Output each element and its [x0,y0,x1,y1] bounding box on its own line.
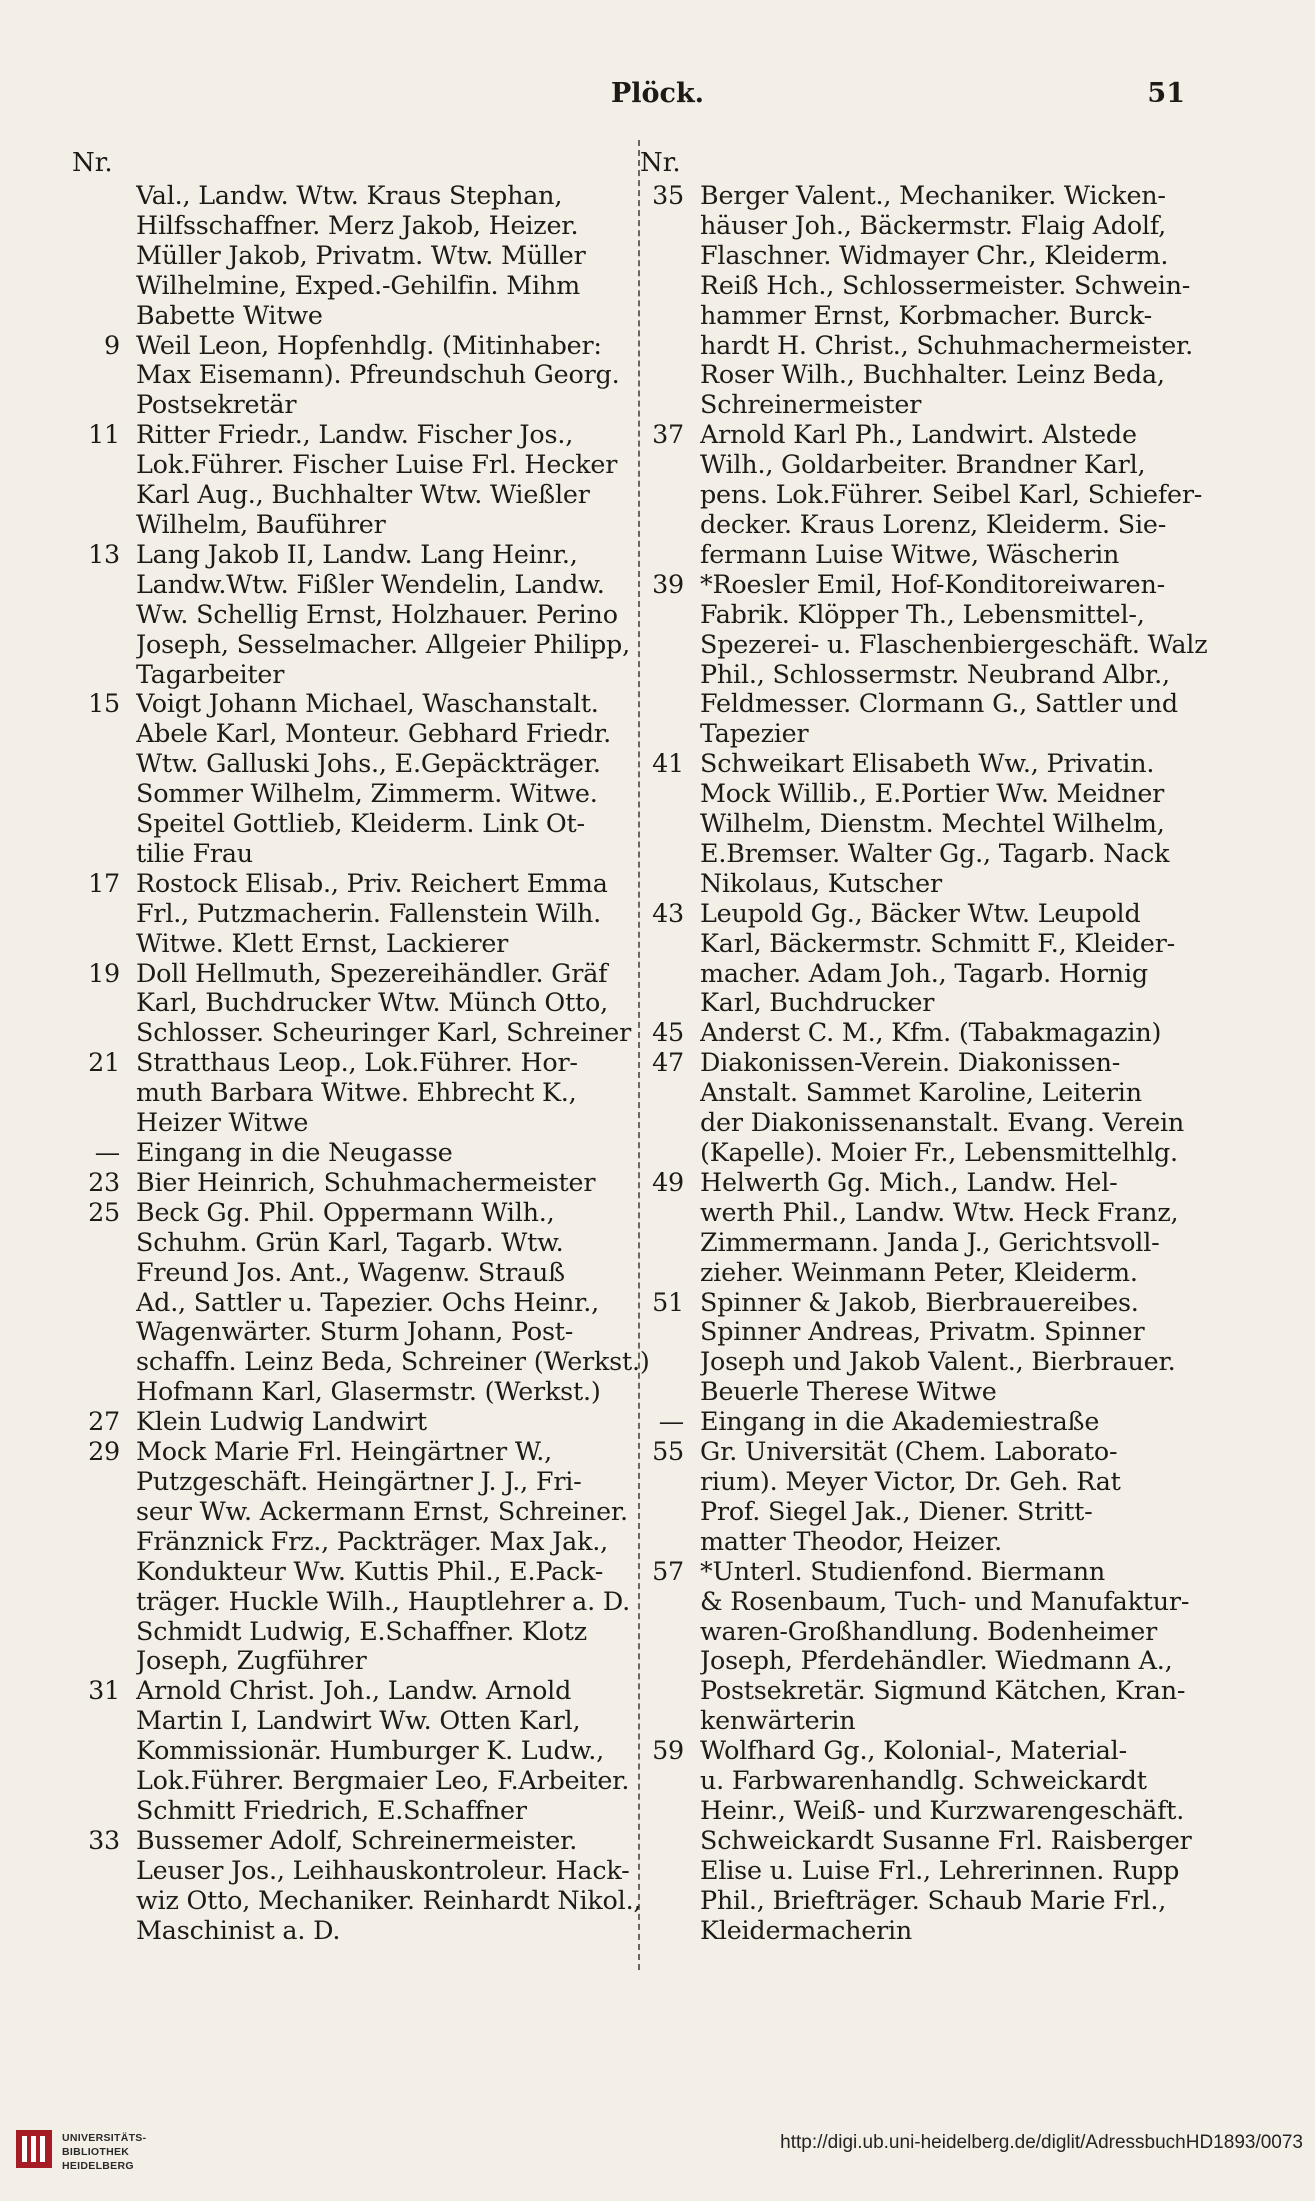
resident-line: Wtw. Galluski Johs., E.Gepäckträger. [136,749,601,779]
address-entry [636,1407,1196,1437]
resident-line: häuser Joh., Bäckermstr. Flaig Adolf, [700,210,1166,240]
house-number: 37 [652,419,684,450]
resident-line: matter Theodor, Heizer. [700,1526,1002,1556]
resident-line: Kommissionär. Humburger K. Ludw., [136,1736,604,1766]
resident-list [684,570,1207,749]
resident-line: Bier Heinrich, Schuhmachermeister [136,1167,596,1197]
resident-line: Speitel Gottlieb, Kleiderm. Link Ot- [136,809,585,839]
resident-list [684,899,1196,1019]
resident-line: Reiß Hch., Schlossermeister. Schwein- [700,270,1191,300]
resident-line: Karl, Buchdrucker Wtw. Münch Otto, [136,988,608,1018]
resident-line: Elise u. Luise Frl., Lehrerinnen. Rupp [700,1855,1180,1885]
logo-line-2: BIBLIOTHEK [62,2146,130,2158]
resident-line: Karl Aug., Buchhalter Wtw. Wießler [136,480,590,510]
resident-list [120,689,632,868]
house-number: 35 [652,180,684,210]
house-number: 17 [88,867,120,898]
address-entry [72,331,632,421]
left-column [72,145,650,1945]
address-entry [72,869,632,959]
resident-line: Ww. Schellig Ernst, Holzhauer. Perino [136,599,618,629]
resident-line: Fabrik. Klöpper Th., Lebensmittel-, [700,599,1145,629]
house-number: 9 [104,329,120,360]
house-number: 41 [652,748,684,779]
resident-line: Wilhelm, Dienstm. Mechtel Wilhelm, [700,809,1165,839]
resident-line: Phil., Schlossermstr. Neubrand Albr., [700,659,1170,689]
resident-line: Mock Marie Frl. Heingärtner W., [136,1437,553,1467]
house-number: 33 [88,1824,120,1855]
resident-line: Tagarbeiter [136,659,285,689]
address-entry [72,420,632,540]
resident-line: Anderst C. M., Kfm. (Tabakmagazin) [700,1018,1162,1048]
resident-list [120,1048,632,1138]
resident-line: Karl, Buchdrucker [700,988,935,1018]
house-number: 57 [652,1555,684,1586]
resident-line: Lang Jakob II, Landw. Lang Heinr., [136,539,578,569]
resident-line: Eingang in die Akademiestraße [700,1407,1100,1437]
library-logo-icon [14,2126,54,2172]
resident-list [684,181,1196,420]
resident-list [684,420,1202,570]
resident-line: Ritter Friedr., Landw. Fischer Jos., [136,420,574,450]
logo-line-1: UNIVERSITÄTS- [62,2132,147,2144]
resident-line: Bussemer Adolf, Schreinermeister. [136,1825,578,1855]
resident-list [120,869,632,959]
page-header [0,78,1315,118]
resident-line: Arnold Christ. Joh., Landw. Arnold [136,1676,572,1706]
resident-line: Joseph und Jakob Valent., Bierbrauer. [700,1347,1176,1377]
resident-line: Wilhelmine, Exped.-Gehilfin. Mihm [136,270,581,300]
resident-list [684,1557,1196,1736]
resident-line: Weil Leon, Hopfenhdlg. (Mitinhaber: [136,330,602,360]
resident-line: träger. Huckle Wilh., Hauptlehrer a. D. [136,1586,630,1616]
resident-list [684,1018,1196,1048]
resident-line: pens. Lok.Führer. Seibel Karl, Schiefer- [700,480,1203,510]
resident-list [684,1407,1196,1437]
address-entry [72,1048,632,1138]
resident-line: Heizer Witwe [136,1108,309,1138]
resident-line: Doll Hellmuth, Spezereihändler. Gräf [136,958,608,988]
resident-line: *Roesler Emil, Hof-Konditoreiwaren- [700,569,1166,599]
resident-line: Martin I, Landwirt Ww. Otten Karl, [136,1706,581,1736]
resident-line: Val., Landw. Wtw. Kraus Stephan, [136,181,563,210]
resident-line: hammer Ernst, Korbmacher. Burck- [700,300,1153,330]
resident-line: Mock Willib., E.Portier Ww. Meidner [700,779,1165,809]
resident-line: Spezerei- u. Flaschenbiergeschäft. Walz [700,629,1208,659]
resident-line: *Unterl. Studienfond. Biermann [700,1556,1106,1586]
address-entry [72,689,632,868]
resident-line: Fränznick Frz., Packträger. Max Jak., [136,1526,609,1556]
resident-line: der Diakonissenanstalt. Evang. Verein [700,1108,1185,1138]
resident-line: Tapezier [700,719,809,749]
page-title: Plöck. [610,78,705,109]
resident-line: muth Barbara Witwe. Ehbrecht K., [136,1078,577,1108]
resident-line: Sommer Wilhelm, Zimmerm. Witwe. [136,779,598,809]
resident-line: Karl, Bäckermstr. Schmitt F., Kleider- [700,928,1176,958]
right-entries [636,180,1208,1945]
resident-line: Schmitt Friedrich, E.Schaffner [136,1795,527,1825]
resident-line: (Kapelle). Moier Fr., Lebensmittelhlg. [700,1138,1178,1167]
resident-line: macher. Adam Joh., Tagarb. Hornig [700,958,1148,988]
resident-line: Anstalt. Sammet Karoline, Leiterin [700,1078,1142,1108]
resident-line: rium). Meyer Victor, Dr. Geh. Rat [700,1466,1121,1496]
resident-line: werth Phil., Landw. Wtw. Heck Franz, [700,1197,1179,1227]
resident-line: decker. Kraus Lorenz, Kleiderm. Sie- [700,509,1167,539]
resident-line: Putzgeschäft. Heingärtner J. J., Fri- [136,1466,582,1496]
resident-line: Schmidt Ludwig, E.Schaffner. Klotz [136,1616,587,1646]
resident-line: Nikolaus, Kutscher [700,868,942,898]
resident-line: Roser Wilh., Buchhalter. Leinz Beda, [700,360,1165,390]
resident-line: Abele Karl, Monteur. Gebhard Friedr. [136,719,611,749]
address-entry [72,540,632,690]
resident-line: zieher. Weinmann Peter, Kleiderm. [700,1257,1138,1287]
resident-line: Spinner Andreas, Privatm. Spinner [700,1317,1145,1347]
resident-list [120,1198,650,1407]
resident-line: kenwärterin [700,1706,856,1736]
resident-line: Voigt Johann Michael, Waschanstalt. [136,689,599,719]
resident-line: Postsekretär [136,390,297,420]
address-entry [636,749,1196,899]
logo-line-3: HEIDELBERG [62,2160,134,2172]
resident-line: Heinr., Weiß- und Kurzwarengeschäft. [700,1795,1185,1825]
resident-line: Klein Ludwig Landwirt [136,1407,427,1437]
address-entry [72,1196,650,1407]
resident-list [120,1437,632,1676]
resident-line: Freund Jos. Ant., Wagenw. Strauß [136,1257,565,1287]
resident-line: u. Farbwarenhandlg. Schweickardt [700,1766,1147,1796]
right-column [636,145,1208,1945]
resident-line: tilie Frau [136,838,253,868]
house-number: 21 [88,1047,120,1078]
resident-list [684,1048,1196,1168]
resident-line: Frl., Putzmacherin. Fallenstein Wilh. [136,898,602,928]
resident-line: schaffn. Leinz Beda, Schreiner (Werkst.) [136,1347,650,1377]
resident-list [120,1168,632,1198]
house-number: 29 [88,1436,120,1467]
resident-line: Berger Valent., Mechaniker. Wicken- [700,181,1166,210]
resident-line: Spinner & Jakob, Bierbrauereibes. [700,1287,1139,1317]
resident-line: Diakonissen-Verein. Diakonissen- [700,1048,1121,1078]
address-entry [636,1288,1196,1408]
house-number: 59 [652,1735,684,1766]
resident-line: Joseph, Pferdehändler. Wiedmann A., [700,1646,1173,1676]
address-entry [636,1736,1196,1945]
resident-line: Arnold Karl Ph., Landwirt. Alstede [700,420,1137,450]
address-entry [72,1168,632,1198]
house-number: 27 [88,1406,120,1437]
resident-list [684,1437,1196,1557]
resident-list [120,331,632,421]
house-number: — [658,1406,684,1437]
resident-line: Feldmesser. Clormann G., Sattler und [700,689,1178,719]
resident-line: Wagenwärter. Sturm Johann, Post- [136,1317,574,1347]
house-number: 23 [88,1166,120,1197]
nr-label: Nr. [72,148,113,178]
library-logo [14,2120,184,2190]
resident-line: Lok.Führer. Bergmaier Leo, F.Arbeiter. [136,1766,630,1796]
address-entry [636,419,1203,570]
resident-line: Flaschner. Widmayer Chr., Kleiderm. [700,240,1169,270]
resident-line: Witwe. Klett Ernst, Lackierer [136,928,509,958]
resident-line: Prof. Siegel Jak., Diener. Stritt- [700,1496,1093,1526]
resident-line: Beuerle Therese Witwe [700,1377,997,1407]
address-entry [72,1437,632,1676]
source-url-link[interactable]: http://digi.ub.uni-heidelberg.de/diglit/AdressbuchHD1893/0073 [780,2132,1303,2153]
resident-line: Hilfsschaffner. Merz Jakob, Heizer. [136,210,579,240]
resident-line: Schlosser. Scheuringer Karl, Schreiner [136,1018,632,1048]
house-number: 25 [88,1196,120,1227]
house-number: — [94,1137,120,1167]
resident-line: Joseph, Zugführer [136,1646,367,1676]
house-number [72,181,120,331]
resident-list [120,1407,632,1437]
address-entry [72,181,632,331]
resident-list [120,1676,632,1826]
resident-line: seur Ww. Ackermann Ernst, Schreiner. [136,1496,628,1526]
address-entry [636,1018,1196,1048]
resident-line: Leuser Jos., Leihhauskontroleur. Hack- [136,1855,630,1885]
address-entry [72,959,632,1049]
resident-list [120,420,632,540]
resident-line: Joseph, Sesselmacher. Allgeier Philipp, [136,629,630,659]
house-number: 51 [652,1286,684,1317]
resident-list [120,959,632,1049]
resident-line: Kleidermacherin [700,1915,913,1945]
house-number: 43 [652,897,684,928]
resident-line: Helwerth Gg. Mich., Landw. Hel- [700,1167,1118,1197]
house-number: 49 [652,1166,684,1197]
resident-line: Hofmann Karl, Glasermstr. (Werkst.) [136,1377,601,1407]
address-entry [72,1824,642,1946]
resident-line: wiz Otto, Mechaniker. Reinhardt Nikol., [136,1885,642,1915]
resident-line: Landw.Wtw. Fißler Wendelin, Landw. [136,569,605,599]
resident-line: Schweikart Elisabeth Ww., Privatin. [700,749,1155,779]
resident-line: Wilhelm, Bauführer [136,509,386,539]
nr-label: Nr. [640,148,681,178]
resident-line: Maschinist a. D. [136,1915,341,1945]
resident-line: Babette Witwe [136,300,323,330]
resident-line: Leupold Gg., Bäcker Wtw. Leupold [700,898,1141,928]
resident-list [684,1736,1196,1945]
resident-list [120,1826,641,1946]
resident-line: Eingang in die Neugasse [136,1138,453,1167]
resident-line: Schreinermeister [700,390,922,420]
house-number: 45 [652,1017,684,1048]
resident-list [120,540,632,690]
resident-line: Beck Gg. Phil. Oppermann Wilh., [136,1197,555,1227]
resident-line: Wilh., Goldarbeiter. Brandner Karl, [700,450,1146,480]
resident-line: Stratthaus Leop., Lok.Führer. Hor- [136,1048,578,1078]
resident-line: Kondukteur Ww. Kuttis Phil., E.Pack- [136,1556,604,1586]
resident-list [684,1168,1196,1288]
page-number: 51 [1147,78,1185,109]
resident-line: Gr. Universität (Chem. Laborato- [700,1437,1118,1467]
house-number: 31 [88,1675,120,1706]
resident-line: Ad., Sattler u. Tapezier. Ochs Heinr., [136,1287,600,1317]
resident-line: waren-Großhandlung. Bodenheimer [700,1616,1158,1646]
address-entry [636,1437,1196,1557]
resident-line: Max Eisemann). Pfreundschuh Georg. [136,360,620,390]
resident-line: Postsekretär. Sigmund Kätchen, Kran- [700,1676,1186,1706]
house-number: 39 [652,568,684,599]
house-number: 13 [88,538,120,569]
house-number: 55 [652,1436,684,1467]
resident-line: Wolfhard Gg., Kolonial-, Material- [700,1736,1127,1766]
resident-line: Schuhm. Grün Karl, Tagarb. Wtw. [136,1227,564,1257]
resident-line: Phil., Briefträger. Schaub Marie Frl., [700,1885,1167,1915]
resident-line: hardt H. Christ., Schuhmachermeister. [700,330,1194,360]
address-entry [636,1168,1196,1288]
address-entry [636,181,1196,420]
resident-list [684,1288,1196,1408]
house-number: 19 [88,957,120,988]
resident-line: Müller Jakob, Privatm. Wtw. Müller [136,240,586,270]
address-entry [636,568,1208,749]
resident-list [684,749,1196,899]
resident-line: Lok.Führer. Fischer Luise Frl. Hecker [136,450,618,480]
resident-list [120,181,632,331]
address-entry [72,1676,632,1826]
resident-list [120,1138,632,1168]
resident-line: & Rosenbaum, Tuch- und Manufaktur- [700,1586,1190,1616]
address-entry [636,1557,1196,1736]
resident-line: Zimmermann. Janda J., Gerichtsvoll- [700,1227,1160,1257]
resident-line: E.Bremser. Walter Gg., Tagarb. Nack [700,838,1170,868]
house-number: 47 [652,1047,684,1078]
address-entry [72,1138,632,1168]
page-footer [0,2120,1315,2190]
resident-line: Schweickardt Susanne Frl. Raisberger [700,1825,1192,1855]
address-entry [72,1407,632,1437]
address-entry [636,899,1196,1019]
house-number: 11 [88,419,120,450]
house-number: 15 [88,688,120,719]
left-entries [72,181,650,1945]
resident-line: fermann Luise Witwe, Wäscherin [700,539,1120,569]
address-entry [636,1048,1196,1168]
resident-line: Rostock Elisab., Priv. Reichert Emma [136,868,608,898]
